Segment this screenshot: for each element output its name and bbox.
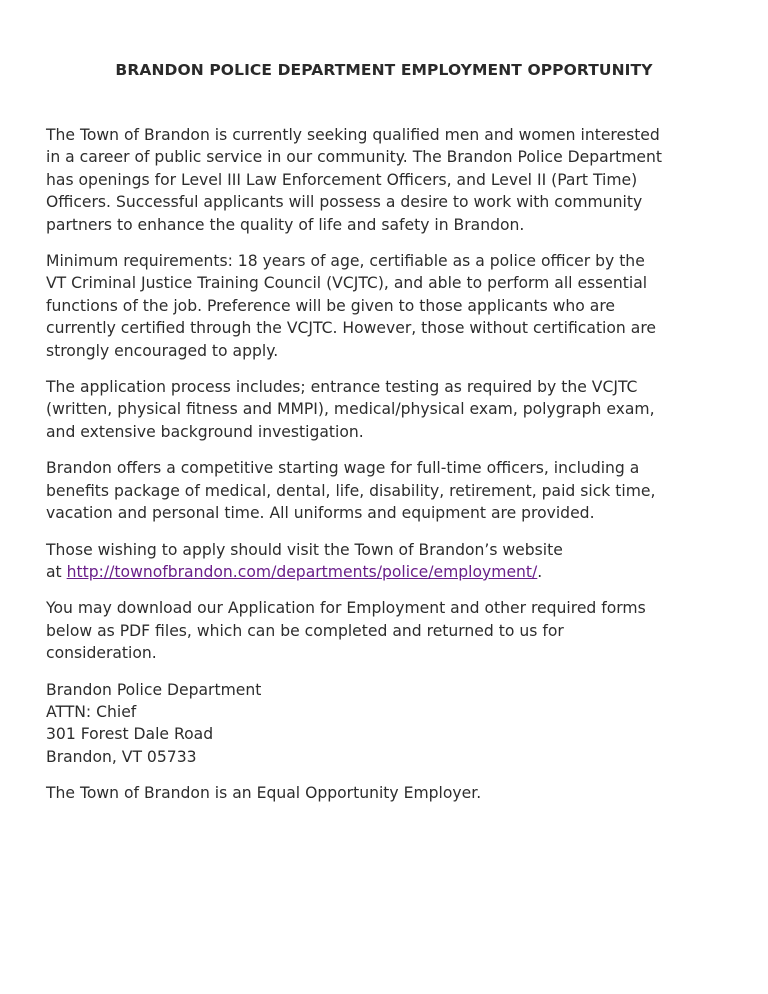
address-line: 301 Forest Dale Road bbox=[46, 725, 214, 744]
address-line: Brandon, VT 05733 bbox=[46, 747, 197, 766]
closing-line: The Town of Brandon is an Equal Opportunity Employer. bbox=[46, 784, 482, 803]
paragraph-line: strongly encouraged to apply. bbox=[46, 341, 279, 360]
paragraph-line: The application process includes; entrance testing as required by the VCJTC bbox=[46, 378, 638, 397]
paragraph-line: VT Criminal Justice Training Council (VCJTC), and able to perform all essential bbox=[46, 274, 648, 293]
document-body bbox=[46, 124, 736, 819]
paragraph-line: Officers. Successful applicants will possess a desire to work with community bbox=[46, 193, 643, 212]
paragraph-line: Those wishing to apply should visit the Town of Brandon’s website bbox=[46, 540, 563, 559]
paragraph-line: partners to enhance the quality of life and safety in Brandon. bbox=[46, 215, 525, 234]
paragraph-line: has openings for Level III Law Enforcement Officers, and Level II (Part Time) bbox=[46, 170, 638, 189]
apply-suffix: . bbox=[537, 562, 543, 581]
intro-paragraph bbox=[46, 124, 736, 236]
mailing-address bbox=[46, 679, 736, 769]
paragraph-line: You may download our Application for Employment and other required forms bbox=[46, 599, 646, 618]
paragraph-line: below as PDF files, which can be completed and returned to us for bbox=[46, 621, 564, 640]
address-line: ATTN: Chief bbox=[46, 702, 137, 721]
paragraph-line: Brandon offers a competitive starting wage for full-time officers, including a bbox=[46, 459, 640, 478]
employment-website-link[interactable]: http://townofbrandon.com/departments/police/employment/ bbox=[66, 562, 538, 581]
address-line: Brandon Police Department bbox=[46, 680, 262, 699]
paragraph-line: benefits package of medical, dental, life, disability, retirement, paid sick time, bbox=[46, 481, 656, 500]
apply-link-line bbox=[46, 561, 736, 583]
paragraph-line: consideration. bbox=[46, 644, 157, 663]
benefits-paragraph bbox=[46, 457, 736, 524]
page-title: BRANDON POLICE DEPARTMENT EMPLOYMENT OPPORTUNITY bbox=[115, 61, 653, 79]
paragraph-line: currently certified through the VCJTC. However, those without certification are bbox=[46, 319, 656, 338]
equal-opportunity-statement bbox=[46, 782, 736, 804]
requirements-paragraph bbox=[46, 250, 736, 362]
paragraph-line: The Town of Brandon is currently seeking qualified men and women interested bbox=[46, 126, 660, 144]
apply-paragraph bbox=[46, 539, 736, 584]
paragraph-line: and extensive background investigation. bbox=[46, 422, 364, 441]
download-paragraph bbox=[46, 597, 736, 664]
paragraph-line: functions of the job. Preference will be given to those applicants who are bbox=[46, 296, 615, 315]
paragraph-line: Minimum requirements: 18 years of age, certifiable as a police officer by the bbox=[46, 252, 645, 271]
paragraph-line: in a career of public service in our community. The Brandon Police Department bbox=[46, 148, 663, 167]
paragraph-line: vacation and personal time. All uniforms and equipment are provided. bbox=[46, 504, 595, 523]
paragraph-line: (written, physical fitness and MMPI), medical/physical exam, polygraph exam, bbox=[46, 400, 655, 419]
apply-prefix: at bbox=[46, 562, 67, 581]
application-process-paragraph bbox=[46, 376, 736, 443]
